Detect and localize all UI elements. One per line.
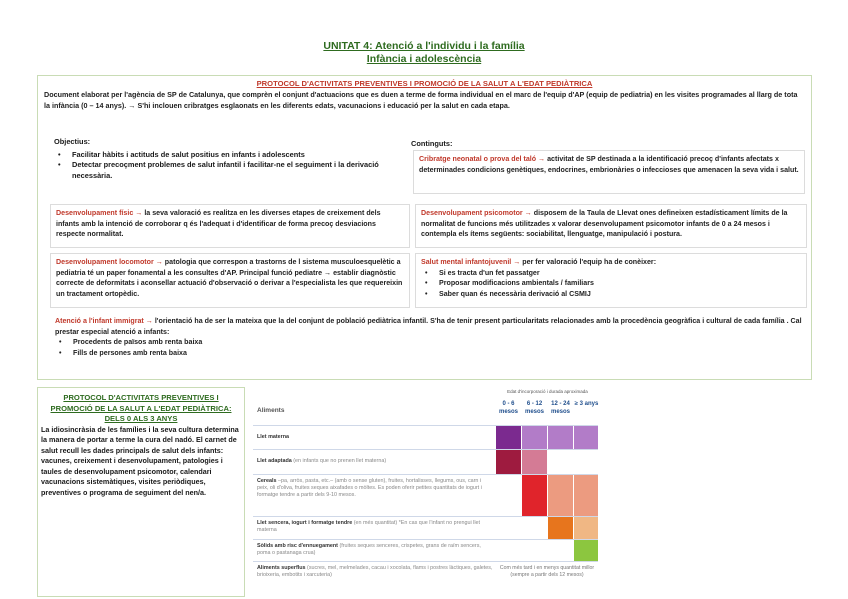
row-bold: Llet sencera, iogurt i formatge tendre [257,520,353,526]
age-cell [574,426,598,449]
age-cell [574,450,598,474]
row-label [257,543,493,557]
age-cell [548,475,573,516]
left-panel-text: La idiosincràsia de les famílies i la seva cultura determina la manera de portar a terme la cura del nadó. El carnet de salut recull les dades principals de salut dels infants: vacunes, creixement i desenvolupament, patologies i taules de desenvolupament psicomotor, calendari vacunacions sistemàtiques, visites periòdiques, preventives o programa de seguiment del nen/a. [41,424,239,497]
fisic-heading: Desenvolupament físic → [56,209,143,217]
table-row [253,540,598,562]
locomotor-heading: Desenvolupament locomotor → [56,258,163,266]
age-cell [522,475,547,516]
immigrat-item: • Procedents de països amb renta baixa [55,337,803,348]
objectius-section [54,137,434,181]
table-header [253,399,598,426]
cribratge-heading: Cribratge neonatal o prova del taló → [419,155,546,163]
age-header: ≥ 3 anys [574,401,599,407]
mental-item: • Si es tracta d'un fet passatger [421,268,801,279]
age-cell [496,540,521,561]
row-bold: Llet adaptada [257,458,292,464]
row-rest: –pa, arròs, pasta, etc.– (amb o sense gluten), fruites, hortalisses, llegums, ous, carn i peix, oli d'oliva, fruites seques aixafades o mòltes. Es poden oferir petites quantitats de iogurt i formatge tendre a partir dels 9-10 mesos. [257,478,482,499]
row-rest: (en infants que no prenen llet materna) [291,458,387,464]
row-label [257,565,493,579]
age-cell [522,450,547,474]
row-bold: Aliments superflus [257,565,306,571]
locomotor-text: patologia que correspon a trastorns de l sistema musculoesquelètic a pediatria té un paper fonamental a les consultes d'AP. Principal funció pediatre → establir diagnòstic correcte de deformitats i aconsellar actuació d'observació o derivar a l'especialista les que requereixin un tractament ortopèdic. [56,258,403,298]
immigrat-text: l'orientació ha de ser la mateixa que la del conjunt de població pediàtrica infantil. S'ha de tenir present particularitats relacionades amb la procedència geogràfica i cultural de cada família . Cal prestar especial atenció a infants: [55,317,802,336]
fisic-text: la seva valoració es realitza en les diverses etapes de creixement dels infants amb la intenció de corroborar q és l'adequat i d'identificar de forma precoç desviacions respecte normalitat. [56,209,381,238]
card-salut-mental [415,253,807,308]
age-cell [522,540,547,561]
row-bold: Cereals [257,478,277,484]
protocol-title: PROTOCOL D'ACTIVITATS PREVENTIVES I PROMOCIÓ DE LA SALUT A L'EDAT PEDIÀTRICA [256,79,593,88]
age-cell [548,540,573,561]
card-desenvolupament-psicomotor [415,204,807,248]
continguts-label: Continguts: [411,139,453,148]
table-row [253,475,598,517]
protocol-box [37,75,812,380]
table-header-note: Edat d'incorporació i durada aproximada [507,389,588,394]
protocol-intro: Document elaborat per l'agència de SP de Catalunya, que comprèn el conjunt d'actuacions que es duen a terme de forma individual en el marc de l'equip d'AP (equip de pediatria) en les visites programades al llarg de tota la infància (0 – 14 anys). → S'hi inclouen cribratges esglaonats en les diferents edats, vacunacions i educació per la salut en cada etapa. [44,90,798,110]
age-cell [574,475,598,516]
age-cell [548,450,573,474]
age-cell [548,426,573,449]
page-title [0,40,848,66]
objectius-label: Objectius: [54,137,91,146]
food-table [253,389,598,595]
objectiu-item: • Facilitar hàbits i actituds de salut positius en infants i adolescents [54,150,434,161]
card-cribratge [413,150,805,194]
immigrat-heading: Atenció a l'infant immigrat → [55,317,153,325]
age-header: 6 - 12 mesos [524,401,544,415]
card-desenvolupament-locomotor [50,253,410,308]
row-label [257,458,493,465]
table-row [253,426,598,450]
row-rest: (fruites seques senceres, crispetes, grans de raïm sencers, poma o pastanaga crua) [257,543,481,557]
age-cell [548,517,573,539]
mental-heading: Salut mental infantojuvenil → [421,258,521,266]
cribratge-text: activitat de SP destinada a la identificació precoç d'infants afectats x determinades condicions genètiques, endocrines, embrionàries o infeccioses que amenacen la seva vida i salut. [419,155,799,174]
table-row [253,517,598,540]
age-cell [574,540,598,561]
row-rest: (sucres, mel, melmelades, cacau i xocolata, flams i postres làctiques, galetes, brioixeria, embotits i xarcuteria) [257,565,493,579]
age-header: 0 - 6 mesos [498,401,518,415]
aliments-column-header: Aliments [257,407,285,414]
unit-title: UNITAT 4: Atenció a l'individu i la família [323,40,525,52]
card-infant-immigrat [50,313,808,373]
row-rest: (en més quantitat) *En cas que l'infant no prengui llet materna [257,520,481,534]
superflus-note: Com més tard i en menys quantitat millor (sempre a partir dels 12 mesos) [499,565,595,578]
immigrat-item: • Fills de persones amb renta baixa [55,348,803,359]
psicomotor-heading: Desenvolupament psicomotor → [421,209,532,217]
mental-item: • Proposar modificacions ambientals / familiars [421,278,801,289]
row-bold: Llet materna [257,434,290,440]
age-header: 12 - 24 mesos [550,401,570,415]
mental-item: • Saber quan és necessària derivació al CSMIJ [421,289,801,300]
age-cell [496,475,521,516]
card-desenvolupament-fisic [50,204,410,248]
left-panel-title: PROTOCOL D'ACTIVITATS PREVENTIVES I PROMOCIÓ DE LA SALUT A L'EDAT PEDIÀTRICA: DELS 0 ALS 3 ANYS [50,393,232,423]
unit-subtitle: Infància i adolescència [366,53,482,65]
table-row [253,450,598,475]
row-label [257,520,493,534]
psicomotor-text: disposem de la Taula de Llevat ones defineixen estadísticament límits de la normalitat de funcions més utilitzades x valorar desenvolupament psicomotor infants de 0 a 24 mesos i contempla els ítems següents: sociabilitat, llenguatge, manipulació i postura. [421,209,788,238]
row-label [257,478,493,500]
age-cell [496,517,521,539]
mental-text: per fer valoració l'equip ha de conèixer: [520,258,657,266]
age-cell [496,426,521,449]
row-label [257,434,493,441]
age-cell [522,517,547,539]
table-row [253,562,598,594]
row-bold: Sòlids amb risc d'ennuegament [257,543,338,549]
objectiu-item: • Detectar precoçment problemes de salut infantil i facilitar-ne el seguiment i la derivació necessària. [54,160,384,181]
age-cell [496,450,521,474]
left-panel [37,387,245,597]
age-cell [522,426,547,449]
age-cell [574,517,598,539]
